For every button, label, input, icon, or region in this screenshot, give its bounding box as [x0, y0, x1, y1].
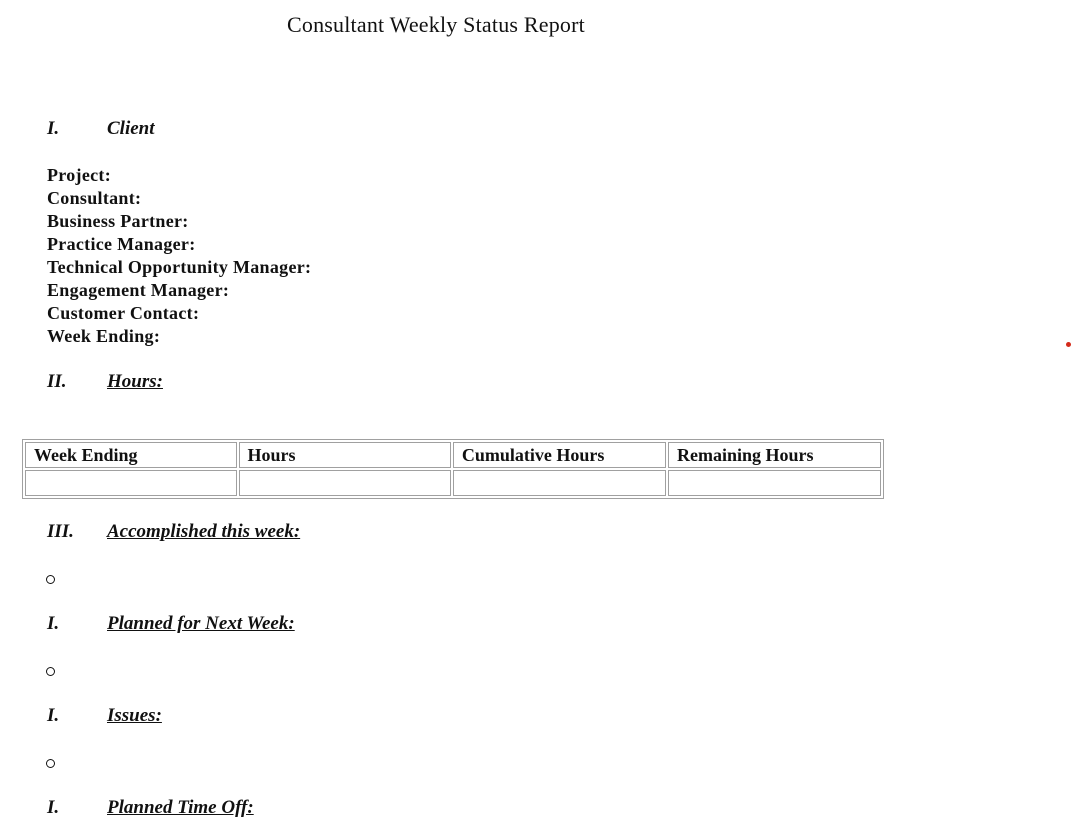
- section-accomplished-number: III.: [47, 521, 74, 542]
- field-week-ending: Week Ending:: [47, 326, 161, 346]
- hours-table-cell-hours[interactable]: [239, 470, 451, 496]
- hours-table-cell-week-ending[interactable]: [25, 470, 237, 496]
- section-hours-heading: Hours:: [107, 371, 163, 392]
- hours-table-header-hours: Hours: [239, 442, 451, 468]
- document-title: Consultant Weekly Status Report: [287, 12, 585, 37]
- field-practice-manager: Practice Manager:: [47, 234, 196, 254]
- hours-table-row: [25, 470, 881, 496]
- field-technical-opportunity-manager: Technical Opportunity Manager:: [47, 257, 312, 277]
- hours-table-cell-cumulative-hours[interactable]: [453, 470, 666, 496]
- field-project: Project:: [47, 165, 112, 185]
- section-client-number: I.: [47, 118, 60, 139]
- hours-table-header-row: [25, 442, 881, 468]
- hours-table-header-remaining-hours: Remaining Hours: [668, 442, 881, 468]
- hollow-bullet-icon: [46, 667, 55, 676]
- red-marker-dot: [1066, 342, 1071, 347]
- section-issues-heading: Issues:: [107, 705, 162, 726]
- hours-table-header-cumulative-hours: Cumulative Hours: [453, 442, 666, 468]
- hours-table-header-week-ending: Week Ending: [25, 442, 237, 468]
- section-planned-next-week-heading: Planned for Next Week:: [107, 613, 295, 634]
- section-time-off-number: I.: [47, 797, 60, 818]
- section-client-heading: Client: [107, 118, 155, 139]
- section-accomplished-heading: Accomplished this week:: [107, 521, 301, 542]
- hours-table: [22, 439, 884, 499]
- section-time-off-heading: Planned Time Off:: [107, 797, 254, 818]
- hollow-bullet-icon: [46, 759, 55, 768]
- field-business-partner: Business Partner:: [47, 211, 189, 231]
- hollow-bullet-icon: [46, 575, 55, 584]
- section-hours-number: II.: [47, 371, 67, 392]
- hours-table-cell-remaining-hours[interactable]: [668, 470, 881, 496]
- field-customer-contact: Customer Contact:: [47, 303, 200, 323]
- field-consultant: Consultant:: [47, 188, 142, 208]
- section-planned-next-week-number: I.: [47, 613, 60, 634]
- field-engagement-manager: Engagement Manager:: [47, 280, 230, 300]
- section-issues-number: I.: [47, 705, 60, 726]
